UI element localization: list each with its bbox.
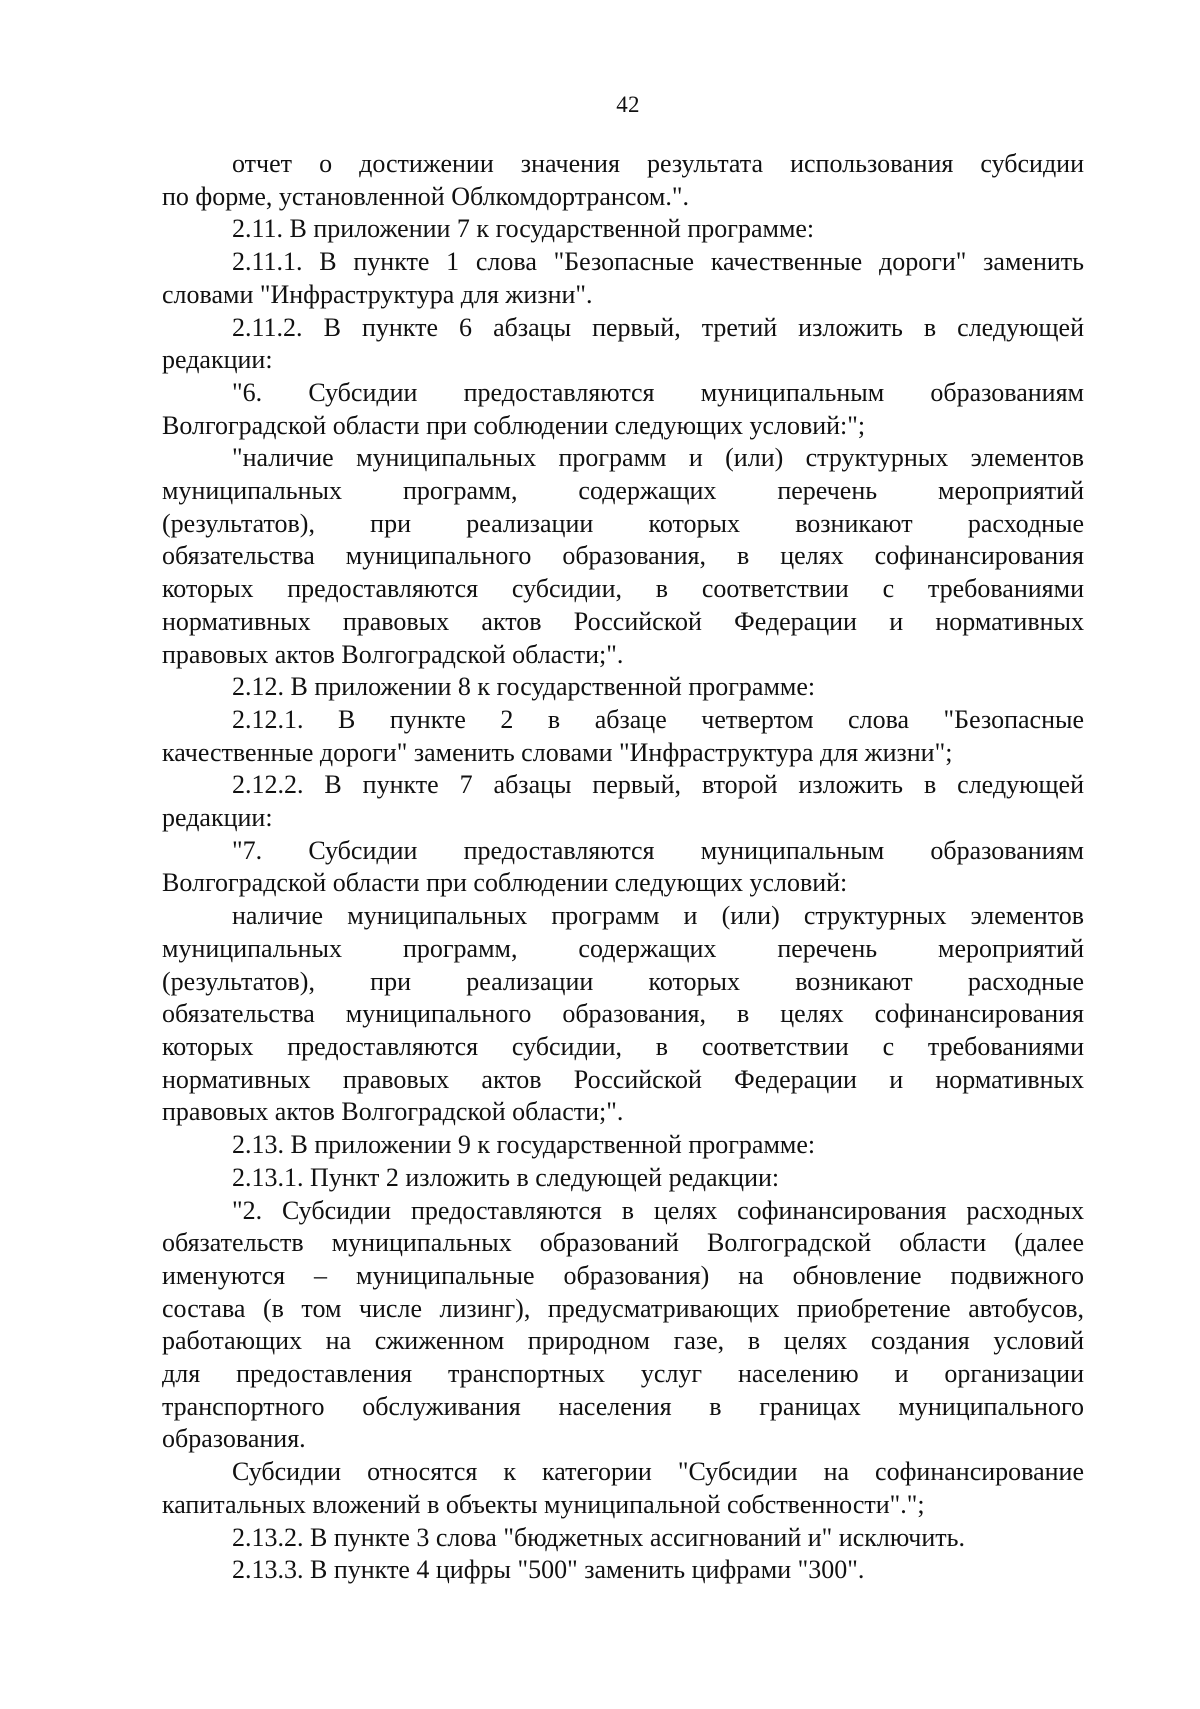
text-line: состава (в том числе лизинг), предусматривающих приобретение автобусов,: [162, 1293, 1084, 1323]
text-line: 2.12.1. В пункте 2 в абзаце четвертом слова "Безопасные: [232, 704, 1084, 734]
text-line: 2.11.2. В пункте 6 абзацы первый, третий изложить в следующей: [232, 312, 1084, 342]
page-number: 42: [616, 92, 640, 117]
text-line: "2. Субсидии предоставляются в целях софинансирования расходных: [232, 1195, 1084, 1225]
text-line: нормативных правовых актов Российской Федерации и нормативных: [162, 1064, 1084, 1094]
text-line: правовых актов Волгоградской области;".: [162, 1097, 624, 1127]
text-line: правовых актов Волгоградской области;".: [162, 639, 624, 669]
text-line: наличие муниципальных программ и (или) структурных элементов: [232, 901, 1084, 931]
text-line: отчет о достижении значения результата использования субсидии: [232, 149, 1084, 178]
text-line: именуются – муниципальные образования) на обновление подвижного: [162, 1260, 1084, 1290]
text-line: по форме, установленной Облкомдортрансом.".: [162, 181, 689, 211]
text-line: "7. Субсидии предоставляются муниципальным образованиям: [232, 835, 1084, 865]
text-line: 2.13.1. Пункт 2 изложить в следующей редакции:: [232, 1162, 780, 1192]
text-line: обязательств муниципальных образований Волгоградской области (далее: [162, 1228, 1084, 1258]
text-line: муниципальных программ, содержащих перечень мероприятий: [162, 476, 1084, 506]
text-line: 2.13.2. В пункте 3 слова "бюджетных ассигнований и" исключить.: [232, 1522, 965, 1552]
text-line: транспортного обслуживания населения в границах муниципального: [162, 1391, 1084, 1421]
text-line: (результатов), при реализации которых возникают расходные: [162, 508, 1084, 538]
text-line: Субсидии относятся к категории "Субсидии на софинансирование: [232, 1457, 1084, 1487]
text-line: которых предоставляются субсидии, в соответствии с требованиями: [162, 1031, 1084, 1061]
text-line: обязательства муниципального образования, в целях софинансирования: [162, 541, 1084, 571]
text-line: муниципальных программ, содержащих перечень мероприятий: [162, 933, 1084, 963]
text-line: "наличие муниципальных программ и (или) структурных элементов: [232, 443, 1084, 473]
text-line: обязательства муниципального образования, в целях софинансирования: [162, 999, 1084, 1029]
text-line: редакции:: [162, 345, 273, 375]
text-line: 2.13.3. В пункте 4 цифры "500" заменить цифрами "300".: [232, 1555, 865, 1585]
text-line: "6. Субсидии предоставляются муниципальным образованиям: [232, 377, 1084, 407]
text-line: капитальных вложений в объекты муниципальной собственности".";: [162, 1489, 925, 1519]
text-line: 2.12. В приложении 8 к государственной программе:: [232, 672, 816, 702]
text-line: образования.: [162, 1424, 306, 1454]
text-line: редакции:: [162, 803, 273, 833]
text-line: 2.13. В приложении 9 к государственной программе:: [232, 1130, 816, 1160]
text-line: 2.12.2. В пункте 7 абзацы первый, второй изложить в следующей: [232, 770, 1084, 800]
text-line: которых предоставляются субсидии, в соответствии с требованиями: [162, 574, 1084, 604]
text-line: для предоставления транспортных услуг населению и организации: [162, 1359, 1084, 1389]
text-line: Волгоградской области при соблюдении следующих условий:";: [162, 410, 866, 440]
text-line: работающих на сжиженном природном газе, в целях создания условий: [162, 1326, 1084, 1356]
text-line: словами "Инфраструктура для жизни".: [162, 279, 593, 309]
text-line: 2.11.1. В пункте 1 слова "Безопасные качественные дороги" заменить: [232, 247, 1084, 277]
text-line: нормативных правовых актов Российской Федерации и нормативных: [162, 606, 1084, 636]
document-body: [162, 148, 1084, 1587]
text-line: 2.11. В приложении 7 к государственной программе:: [232, 214, 815, 244]
text-line: качественные дороги" заменить словами "Инфраструктура для жизни";: [162, 737, 953, 767]
text-line: Волгоградской области при соблюдении следующих условий:: [162, 868, 848, 898]
text-line: (результатов), при реализации которых возникают расходные: [162, 966, 1084, 996]
